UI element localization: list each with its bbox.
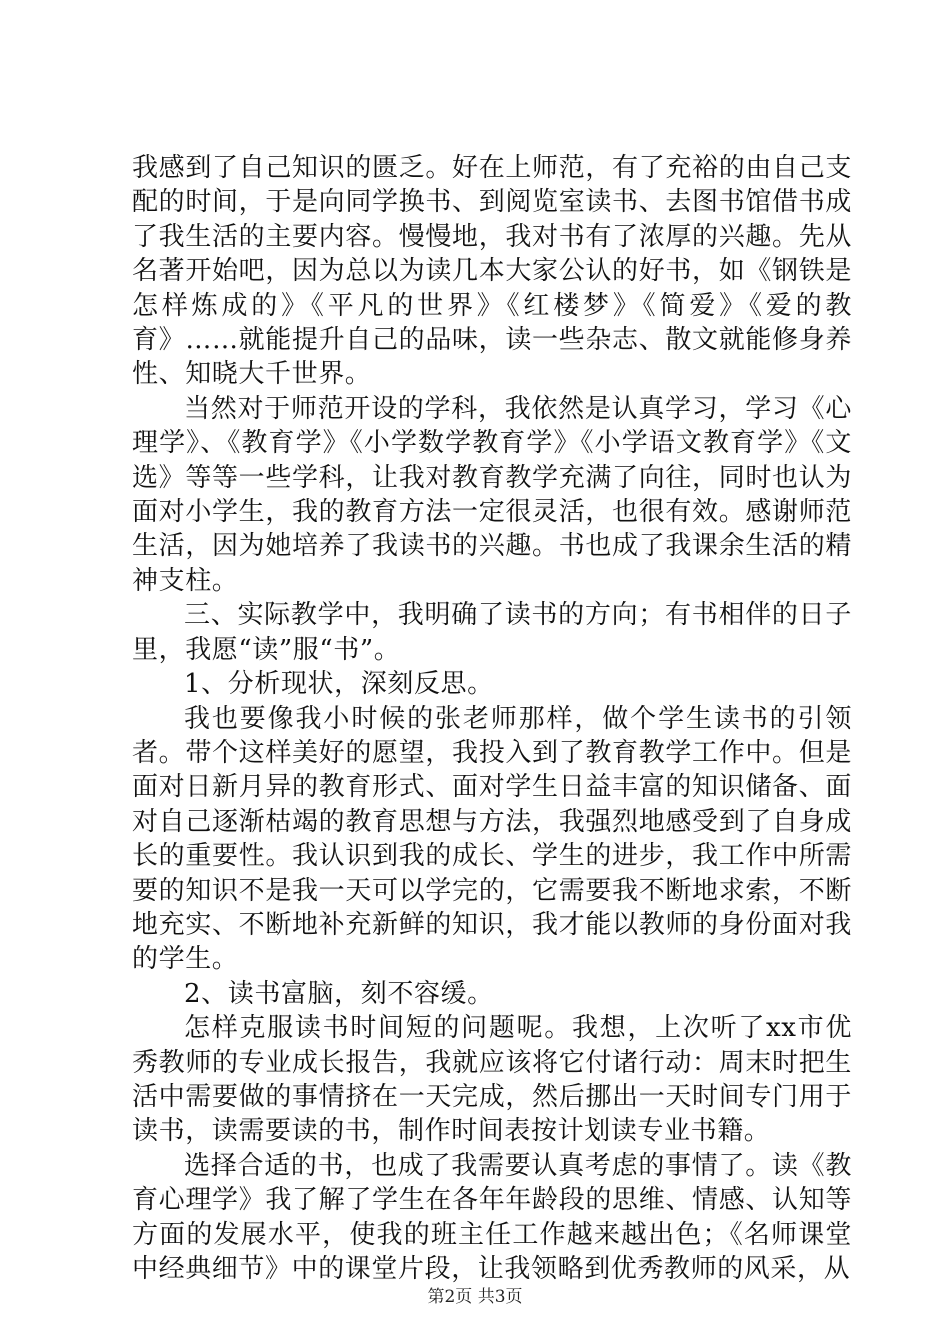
paragraph-3: 我也要像我小时候的张老师那样，做个学生读书的引领者。带个这样美好的愿望，我投入到了教育教学工作中。但是面对日新月异的教育形式、面对学生日益丰富的知识储备、面对自己逐渐枯竭的教育思想与方法，我强烈地感受到了自身成长的重要性。我认识到我的成长、学生的进步，我工作中所需要的知识不是我一天可以学完的，它需要我不断地求索，不断地充实、不断地补充新鲜的知识，我才能以教师的身份面对我的学生。 — [132, 703, 852, 975]
page-number-indicator: 第2页 共3页 — [427, 1287, 523, 1307]
document-body — [132, 151, 852, 1286]
section-heading-3: 三、实际教学中，我明确了读书的方向；有书相伴的日子里，我愿“读”服“书”。 — [132, 600, 852, 665]
subheading-2: 2、读书富脑，刻不容缓。 — [184, 978, 494, 1009]
subheading-1: 1、分析现状，深刻反思。 — [184, 669, 494, 700]
paragraph-1: 我感到了自己知识的匮乏。好在上师范，有了充裕的由自己支配的时间，于是向同学换书、到阅览室读书、去图书馆借书成了我生活的主要内容。慢慢地，我对书有了浓厚的兴趣。先从名著开始吧，因为总以为读几本大家公认的好书，如《钢铁是怎样炼成的》《平凡的世界》《红楼梦》《简爱》《爱的教育》……就能提升自己的品味，读一些杂志、散文就能修身养性、知晓大千世界。 — [132, 153, 852, 390]
page-footer — [0, 1285, 950, 1309]
paragraph-4: 怎样克服读书时间短的问题呢。我想，上次听了xx市优秀教师的专业成长报告，我就应该将它付诸行动：周末时把生活中需要做的事情挤在一天完成，然后挪出一天时间专门用于读书，读需要读的书，制作时间表按计划读专业书籍。 — [132, 1013, 852, 1147]
paragraph-5: 选择合适的书，也成了我需要认真考虑的事情了。读《教育心理学》我了解了学生在各年年龄段的思维、情感、认知等方面的发展水平，使我的班主任工作越来越出色；《名师课堂中经典细节》中的课堂片段，让我领略到优秀教师的风采，从 — [132, 1150, 852, 1284]
paragraph-2: 当然对于师范开设的学科，我依然是认真学习，学习《心理学》、《教育学》《小学数学教育学》《小学语文教育学》《文选》等等一些学科，让我对教育教学充满了向往，同时也认为面对小学生，我的教育方法一定很灵活，也很有效。感谢师范生活，因为她培养了我读书的兴趣。书也成了我课余生活的精神支柱。 — [132, 393, 852, 596]
